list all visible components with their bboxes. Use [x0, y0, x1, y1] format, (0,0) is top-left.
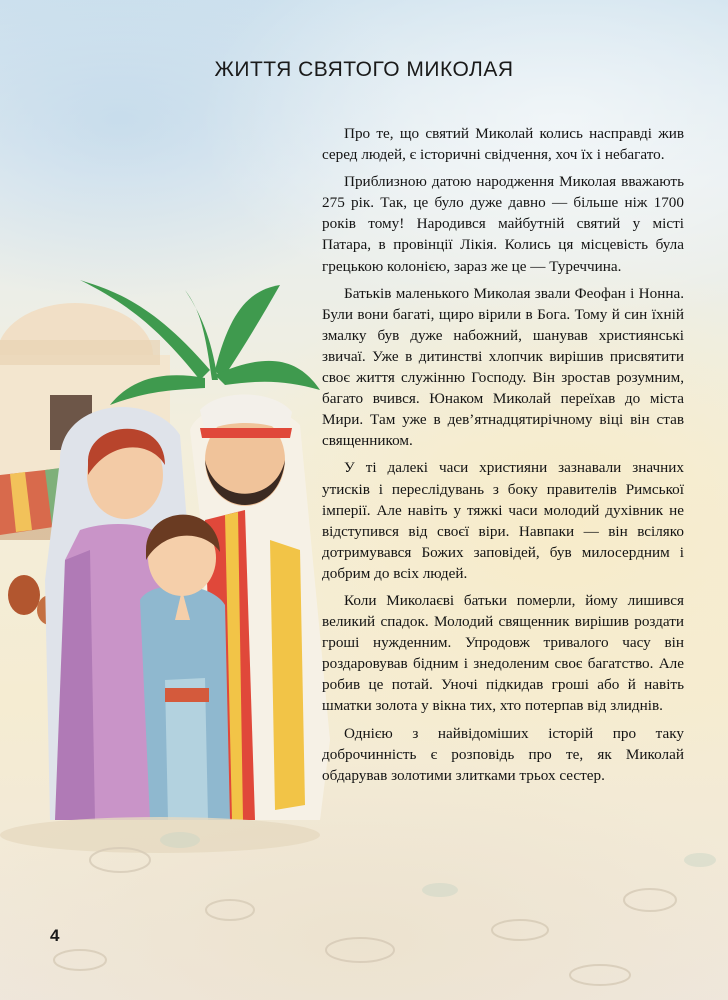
page-number: 4	[50, 926, 60, 945]
page-title: ЖИТТЯ СВЯТОГО МИКОЛАЯ	[214, 58, 514, 81]
holy-family-illustration	[0, 260, 330, 860]
paragraph: Про те, що святий Миколай колись насправді жив серед людей, є історичні свідчення, хоч їх і небагато.	[322, 125, 684, 164]
paragraph: У ті далекі часи християни зазнавали значних утисків і переслідувань з боку правителів Римської імперії. Але навіть у тяжкі часи молодий духівник не відступився від своєї віри. Навпаки — він всіляко дотримувався Божих заповідей, був милосердним і добрим до всіх людей.	[322, 459, 684, 582]
body-text	[322, 123, 684, 792]
paragraph: Однією з найвідоміших історій про таку доброчинність є розповідь про те, як Миколай обдарував золотими злитками трьох сестер.	[322, 724, 684, 784]
paragraph: Коли Миколаєві батьки померли, йому лишився великий спадок. Молодий священник вирішив роздати гроші нужденним. Упродовж тривалого часу він роздаровував бідним і знедоленим своє багатство. Але робив це потай. Уночі підкидав гроші або й навіть шматки золота у вікна тих, хто потерпав від злиднів.	[322, 591, 684, 715]
paragraph: Батьків маленького Миколая звали Феофан і Нонна. Були вони багаті, щиро вірили в Бога. Тому й син їхній змалку був дуже набожний, шанував християнські звичаї. Уже в дитинстві хлопчик вирішив присвятити своє життя служінню Господу. Він зростав розумним, багато вчився. Юнаком Миколай переїхав до міста Мири. Там уже в дев’ятнадцятирічному віці він став священником.	[322, 284, 684, 450]
paragraph: Приблизною датою народження Миколая вважають 275 рік. Так, це було дуже давно — більше ніж 1700 років тому! Народився майбутній святий у місті Патара, в провінції Лікія. Колись ця місцевість була грецькою колонією, зараз же це — Туреччина.	[322, 173, 684, 275]
ground-decoration	[0, 800, 728, 1000]
